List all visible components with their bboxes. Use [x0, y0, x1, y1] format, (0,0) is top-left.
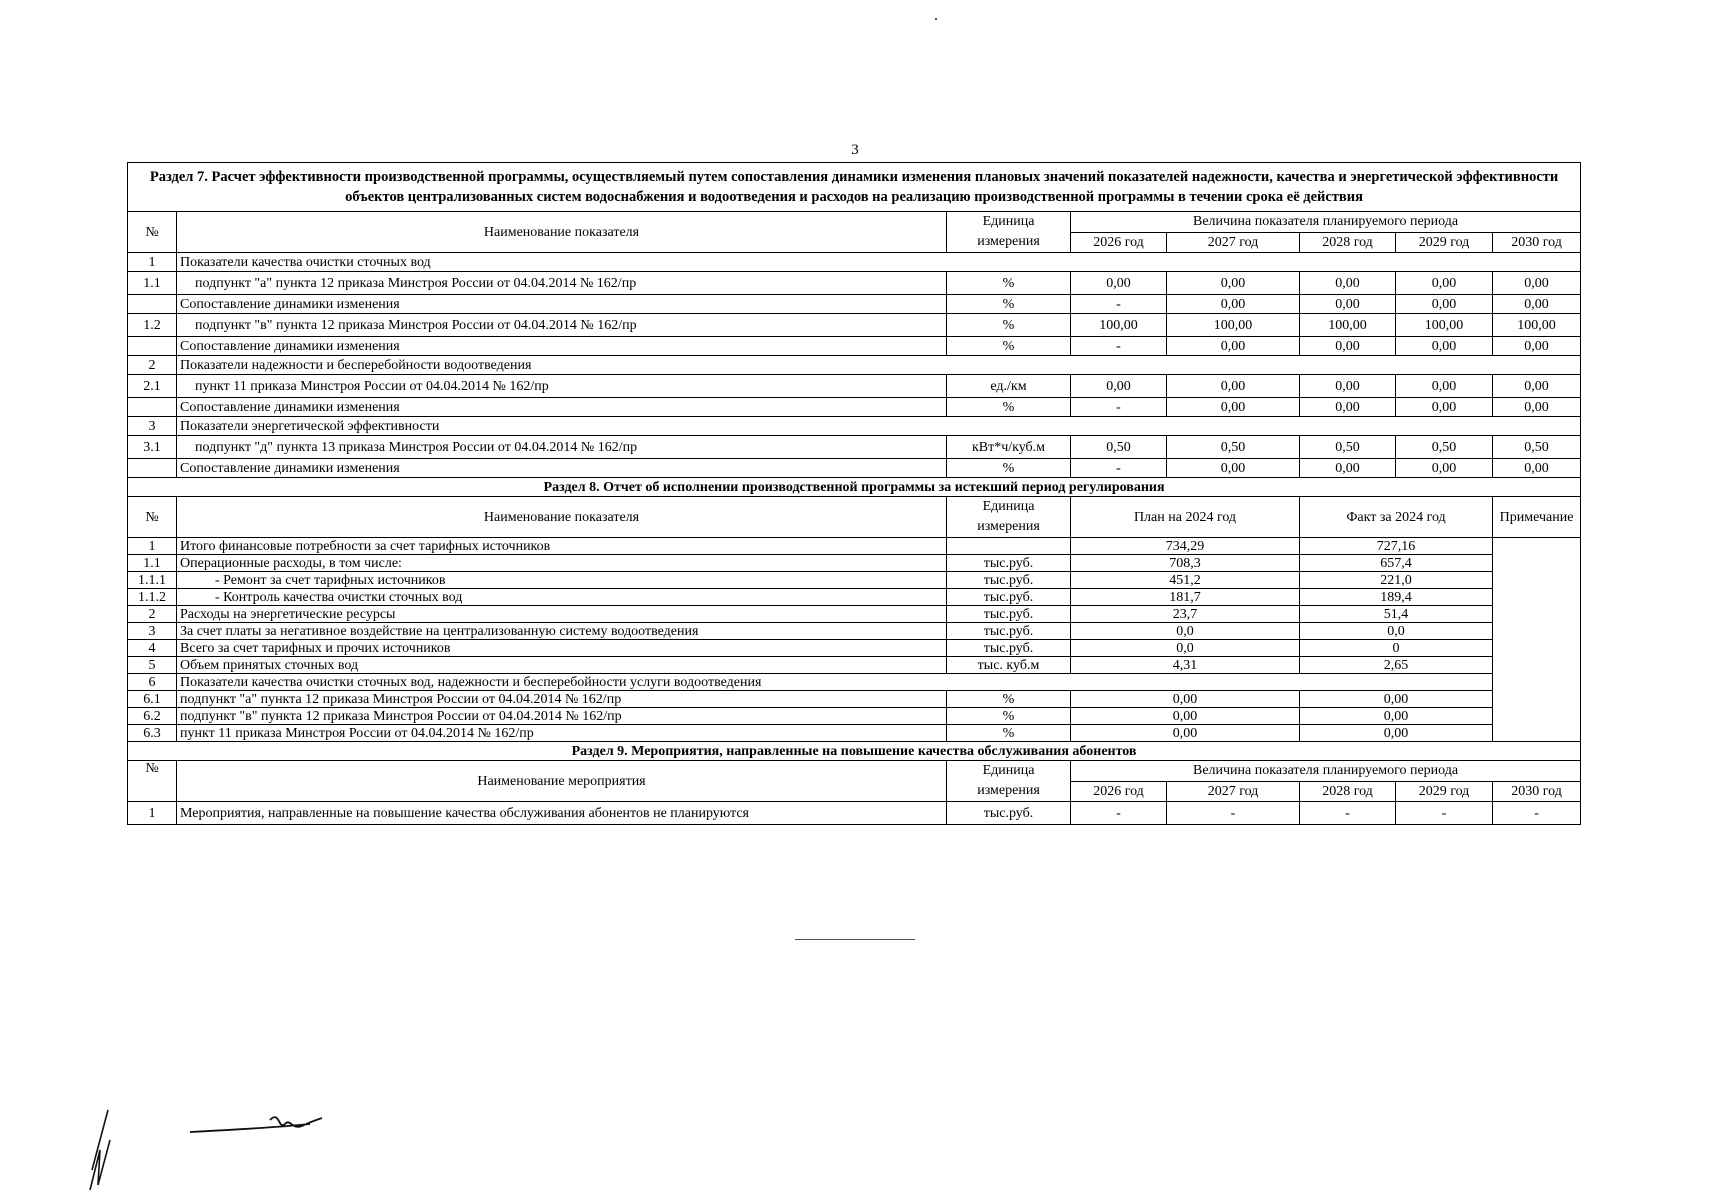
row-value: 0,00	[1300, 398, 1396, 417]
year-header: 2027 год	[1167, 781, 1300, 802]
row-value: 0,50	[1493, 436, 1581, 459]
row-value: 0,00	[1300, 295, 1396, 314]
row-unit	[947, 538, 1071, 555]
row-unit: %	[947, 691, 1071, 708]
section8	[128, 478, 1581, 742]
row-unit: тыс.руб.	[947, 606, 1071, 623]
row-value: 0,00	[1167, 459, 1300, 478]
table-row	[128, 538, 1581, 555]
row-name: Сопоставление динамики изменения	[177, 295, 947, 314]
table-row	[128, 691, 1581, 708]
row-fact: 0	[1300, 640, 1493, 657]
row-value: 0,50	[1396, 436, 1493, 459]
row-name: Показатели энергетической эффективности	[177, 417, 1581, 436]
year-header: 2028 год	[1300, 781, 1396, 802]
row-value: 100,00	[1396, 314, 1493, 337]
row-number: 1.2	[128, 314, 177, 337]
row-fact: 0,00	[1300, 725, 1493, 742]
row-name: За счет платы за негативное воздействие на централизованную систему водоотведения	[177, 623, 947, 640]
row-plan: 181,7	[1071, 589, 1300, 606]
row-name: Расходы на энергетические ресурсы	[177, 606, 947, 623]
row-value: 0,00	[1300, 459, 1396, 478]
row-value: -	[1071, 295, 1167, 314]
row-value: 0,00	[1396, 459, 1493, 478]
row-value: 0,00	[1493, 459, 1581, 478]
row-value: 0,00	[1493, 295, 1581, 314]
row-value: -	[1167, 802, 1300, 825]
table-row	[128, 555, 1581, 572]
row-fact: 51,4	[1300, 606, 1493, 623]
row-unit: %	[947, 725, 1071, 742]
row-number: 2	[128, 356, 177, 375]
table-row	[128, 606, 1581, 623]
table-row	[128, 314, 1581, 337]
row-number	[128, 295, 177, 314]
row-unit: тыс. куб.м	[947, 657, 1071, 674]
row-name: - Контроль качества очистки сточных вод	[177, 589, 947, 606]
row-value: 0,00	[1493, 337, 1581, 356]
row-number	[128, 337, 177, 356]
col-period-header: Величина показателя планируемого периода	[1071, 212, 1581, 233]
row-plan: 4,31	[1071, 657, 1300, 674]
section9	[128, 742, 1581, 825]
divider-line	[795, 939, 915, 940]
document-sheet	[127, 162, 1580, 825]
row-name: Объем принятых сточных вод	[177, 657, 947, 674]
row-value: 0,00	[1300, 375, 1396, 398]
col-period-header: Величина показателя планируемого периода	[1071, 761, 1581, 782]
row-name: Всего за счет тарифных и прочих источников	[177, 640, 947, 657]
row-fact: 727,16	[1300, 538, 1493, 555]
row-name: подпункт "в" пункта 12 приказа Минстроя России от 04.04.2014 № 162/пр	[177, 708, 947, 725]
year-header: 2028 год	[1300, 232, 1396, 253]
row-number	[128, 398, 177, 417]
row-name: Сопоставление динамики изменения	[177, 398, 947, 417]
row-unit: тыс.руб.	[947, 802, 1071, 825]
row-unit: %	[947, 398, 1071, 417]
row-unit: %	[947, 314, 1071, 337]
row-name: Показатели надежности и бесперебойности водоотведения	[177, 356, 1581, 375]
row-number: 4	[128, 640, 177, 657]
section7	[128, 163, 1581, 478]
row-fact: 2,65	[1300, 657, 1493, 674]
row-number: 2	[128, 606, 177, 623]
row-value: 0,00	[1396, 375, 1493, 398]
row-fact: 189,4	[1300, 589, 1493, 606]
col-fact-header: Факт за 2024 год	[1300, 497, 1493, 538]
table-row	[128, 589, 1581, 606]
col-no-header: №	[128, 497, 177, 538]
row-value: 0,00	[1396, 398, 1493, 417]
year-header: 2026 год	[1071, 232, 1167, 253]
row-name: подпункт "в" пункта 12 приказа Минстроя России от 04.04.2014 № 162/пр	[177, 314, 947, 337]
row-value: 100,00	[1300, 314, 1396, 337]
row-plan: 0,0	[1071, 640, 1300, 657]
row-value: 100,00	[1071, 314, 1167, 337]
row-plan: 708,3	[1071, 555, 1300, 572]
table-row	[128, 337, 1581, 356]
row-name: Сопоставление динамики изменения	[177, 337, 947, 356]
row-name: Операционные расходы, в том числе:	[177, 555, 947, 572]
row-plan: 0,00	[1071, 708, 1300, 725]
row-unit: ед./км	[947, 375, 1071, 398]
col-no-header: №	[128, 761, 177, 802]
row-fact: 657,4	[1300, 555, 1493, 572]
year-header: 2029 год	[1396, 232, 1493, 253]
col-unit-header: Единица измерения	[947, 212, 1071, 253]
row-plan: 0,00	[1071, 725, 1300, 742]
year-header: 2026 год	[1071, 781, 1167, 802]
row-unit: %	[947, 272, 1071, 295]
col-note-header: Примечание	[1493, 497, 1581, 538]
table-row	[128, 802, 1581, 825]
section7-title: Раздел 7. Расчет эффективности производственной программы, осуществляемый путем сопоставления динамики изменения плановых значений показателей надежности, качества и энергетической эффективности объектов централизованных систем водоснабжения и водоотведения и расходов на реализацию производственной программы в течении срока её действия	[128, 163, 1581, 212]
col-name-header: Наименование показателя	[177, 212, 947, 253]
row-unit: %	[947, 708, 1071, 725]
col-no-header: №	[128, 212, 177, 253]
row-value: 0,00	[1396, 295, 1493, 314]
handwritten-signature	[40, 1080, 340, 1200]
row-name: Мероприятия, направленные на повышение качества обслуживания абонентов не планируются	[177, 802, 947, 825]
row-number: 1.1	[128, 272, 177, 295]
row-number: 3.1	[128, 436, 177, 459]
col-unit-header: Единица измерения	[947, 761, 1071, 802]
row-fact: 221,0	[1300, 572, 1493, 589]
table-row	[128, 398, 1581, 417]
row-value: 0,00	[1167, 375, 1300, 398]
section9-title: Раздел 9. Мероприятия, направленные на повышение качества обслуживания абонентов	[128, 742, 1581, 761]
row-number: 3	[128, 417, 177, 436]
report-table	[127, 162, 1581, 825]
row-plan: 734,29	[1071, 538, 1300, 555]
row-unit: тыс.руб.	[947, 572, 1071, 589]
row-value: 0,00	[1167, 337, 1300, 356]
row-value: -	[1071, 337, 1167, 356]
row-value: -	[1396, 802, 1493, 825]
row-unit: тыс.руб.	[947, 623, 1071, 640]
table-row	[128, 708, 1581, 725]
row-value: 100,00	[1493, 314, 1581, 337]
table-row	[128, 623, 1581, 640]
table-row	[128, 375, 1581, 398]
row-value: 0,00	[1300, 272, 1396, 295]
row-name: пункт 11 приказа Минстроя России от 04.04.2014 № 162/пр	[177, 725, 947, 742]
table-row	[128, 640, 1581, 657]
row-unit: тыс.руб.	[947, 589, 1071, 606]
table-row	[128, 725, 1581, 742]
row-number: 1.1	[128, 555, 177, 572]
row-unit: %	[947, 337, 1071, 356]
row-number: 1.1.1	[128, 572, 177, 589]
row-number: 6.1	[128, 691, 177, 708]
row-number: 2.1	[128, 375, 177, 398]
col-unit-header: Единица измерения	[947, 497, 1071, 538]
row-value: 0,00	[1396, 337, 1493, 356]
year-header: 2030 год	[1493, 781, 1581, 802]
row-name: - Ремонт за счет тарифных источников	[177, 572, 947, 589]
row-name: Сопоставление динамики изменения	[177, 459, 947, 478]
year-header: 2030 год	[1493, 232, 1581, 253]
row-unit: %	[947, 459, 1071, 478]
row-value: 0,00	[1493, 375, 1581, 398]
row-name: Итого финансовые потребности за счет тарифных источников	[177, 538, 947, 555]
row-value: -	[1071, 398, 1167, 417]
row-value: 0,50	[1300, 436, 1396, 459]
row-value: 0,00	[1071, 375, 1167, 398]
table-row	[128, 459, 1581, 478]
row-number: 6	[128, 674, 177, 691]
row-plan: 451,2	[1071, 572, 1300, 589]
row-value: 0,00	[1396, 272, 1493, 295]
table-row	[128, 272, 1581, 295]
row-value: 0,50	[1167, 436, 1300, 459]
row-value: 0,50	[1071, 436, 1167, 459]
row-value: 0,00	[1071, 272, 1167, 295]
scan-speck	[935, 18, 937, 20]
row-value: 0,00	[1493, 272, 1581, 295]
row-number: 5	[128, 657, 177, 674]
row-unit: тыс.руб.	[947, 555, 1071, 572]
year-header: 2027 год	[1167, 232, 1300, 253]
row-value: 0,00	[1167, 295, 1300, 314]
row-value: 0,00	[1167, 398, 1300, 417]
row-value: 0,00	[1493, 398, 1581, 417]
row-value: -	[1071, 802, 1167, 825]
row-name: подпункт "а" пункта 12 приказа Минстроя России от 04.04.2014 № 162/пр	[177, 272, 947, 295]
section8-title: Раздел 8. Отчет об исполнении производственной программы за истекший период регулирования	[128, 478, 1581, 497]
row-value: -	[1300, 802, 1396, 825]
row-name: Показатели качества очистки сточных вод, надежности и бесперебойности услуги водоотведения	[177, 674, 1493, 691]
row-name: подпункт "д" пункта 13 приказа Минстроя России от 04.04.2014 № 162/пр	[177, 436, 947, 459]
row-number: 1	[128, 802, 177, 825]
row-number: 3	[128, 623, 177, 640]
row-unit: тыс.руб.	[947, 640, 1071, 657]
row-value: -	[1071, 459, 1167, 478]
col-name-header: Наименование мероприятия	[177, 761, 947, 802]
table-row	[128, 356, 1581, 375]
row-number: 6.3	[128, 725, 177, 742]
row-number	[128, 459, 177, 478]
row-plan: 23,7	[1071, 606, 1300, 623]
row-fact: 0,00	[1300, 691, 1493, 708]
row-plan: 0,00	[1071, 691, 1300, 708]
page-number: 3	[851, 142, 859, 158]
row-value: 0,00	[1300, 337, 1396, 356]
row-fact: 0,0	[1300, 623, 1493, 640]
table-row	[128, 295, 1581, 314]
table-row	[128, 417, 1581, 436]
year-header: 2029 год	[1396, 781, 1493, 802]
row-plan: 0,0	[1071, 623, 1300, 640]
row-value: 0,00	[1167, 272, 1300, 295]
row-value: 100,00	[1167, 314, 1300, 337]
col-name-header: Наименование показателя	[177, 497, 947, 538]
row-note	[1493, 538, 1581, 742]
table-row	[128, 674, 1581, 691]
table-row	[128, 253, 1581, 272]
table-row	[128, 572, 1581, 589]
row-name: Показатели качества очистки сточных вод	[177, 253, 1581, 272]
row-number: 1	[128, 538, 177, 555]
row-value: -	[1493, 802, 1581, 825]
col-plan-header: План на 2024 год	[1071, 497, 1300, 538]
row-name: подпункт "а" пункта 12 приказа Минстроя России от 04.04.2014 № 162/пр	[177, 691, 947, 708]
row-number: 6.2	[128, 708, 177, 725]
row-fact: 0,00	[1300, 708, 1493, 725]
table-row	[128, 657, 1581, 674]
row-number: 1.1.2	[128, 589, 177, 606]
row-name: пункт 11 приказа Минстроя России от 04.04.2014 № 162/пр	[177, 375, 947, 398]
row-unit: %	[947, 295, 1071, 314]
table-row	[128, 436, 1581, 459]
row-unit: кВт*ч/куб.м	[947, 436, 1071, 459]
row-number: 1	[128, 253, 177, 272]
